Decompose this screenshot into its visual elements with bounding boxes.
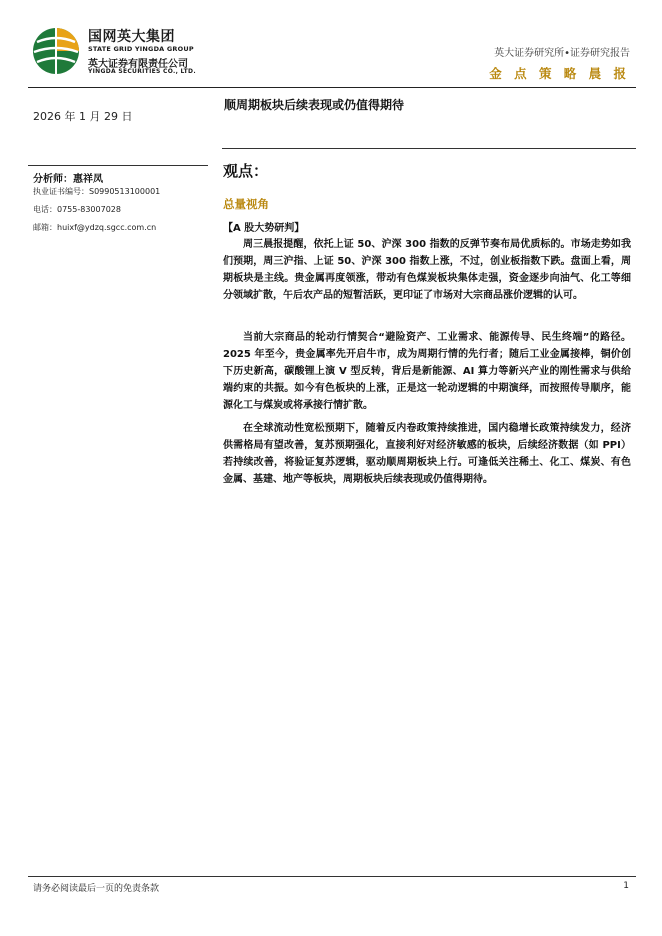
paragraph-3: 在全球流动性宽松预期下，随着反内卷政策持续推进，国内稳增长政策持续发力，经济供需格局有望改善，复苏预期强化，直接利好对经济敏感的板块，后续经济数据（如 PPI）若持续改善，将验证复苏逻辑，驱动顺周期板块上行。可逢低关注稀土、化工、煤炭、有色金属、基建、地产等板块，周期板块后续表现或仍值得期待。	[223, 423, 631, 485]
report-date: 2026 年 1 月 29 日	[33, 110, 133, 123]
analyst-email[interactable]: 邮箱：huixf@ydzq.sgcc.com.cn	[33, 223, 157, 232]
viewpoint-heading: 观点：	[223, 162, 269, 180]
company-name-cn: 国网英大集团	[88, 29, 175, 45]
paragraph-1: 周三晨报提醒，依托上证 50、沪深 300 指数的反弹节奏布局优质标的。市场走势如我们预期，周三沪指、上证 50、沪深 300 指数上涨，不过，创业板指数下跌。盘面上看，周期板块是主线。贵金属再度领涨，带动有色煤炭板块集体走强，资金逐步向油气、化工等细分领域扩散，午后农产品的短暂活跃，更印证了市场对大宗商品涨价逻辑的认可。	[223, 239, 631, 301]
page-number: 1	[623, 881, 629, 891]
paragraph-2: 当前大宗商品的轮动行情契合“避险资产、工业需求、能源传导、民生终端”的路径。2025 年至今，贵金属率先开启牛市，成为周期行情的先行者；随后工业金属接棒，铜价创下历史新高，碳酸锂上演 V 型反转，背后是新能源、AI 算力等新兴产业的刚性需求与供给端约束的共振。如今有色板块的上涨，正是这一轮动逻辑的中期演绎，而按照传导顺序，能源化工与煤炭或将承接行情扩散。	[223, 332, 631, 411]
subsection-heading: 【A 股大势研判】	[223, 223, 305, 234]
state-grid-logo-icon	[31, 26, 81, 76]
subsidiary-name-cn: 英大证券有限责任公司	[88, 59, 188, 70]
analyst-phone: 电话：0755-83007028	[33, 205, 121, 214]
company-name-en: STATE GRID YINGDA GROUP	[88, 45, 194, 53]
analyst-name: 分析师：惠祥凤	[33, 174, 103, 185]
title-divider	[222, 148, 636, 149]
subsidiary-name-en: YINGDA SECURITIES CO., LTD.	[88, 68, 196, 75]
section-heading: 总量视角	[223, 197, 269, 211]
disclaimer-note: 请务必阅读最后一页的免责条款	[33, 884, 160, 894]
analyst-cert: 执业证书编号：S0990513100001	[33, 187, 161, 196]
analyst-divider	[28, 165, 208, 166]
institute-label: 英大证券研究所•证券研究报告	[494, 48, 630, 59]
footer-divider	[28, 876, 636, 877]
document-title: 顺周期板块后续表现或仍值得期待	[224, 98, 405, 112]
header-divider	[28, 87, 636, 88]
report-series-title: 金 点 策 略 晨 报	[489, 66, 630, 81]
